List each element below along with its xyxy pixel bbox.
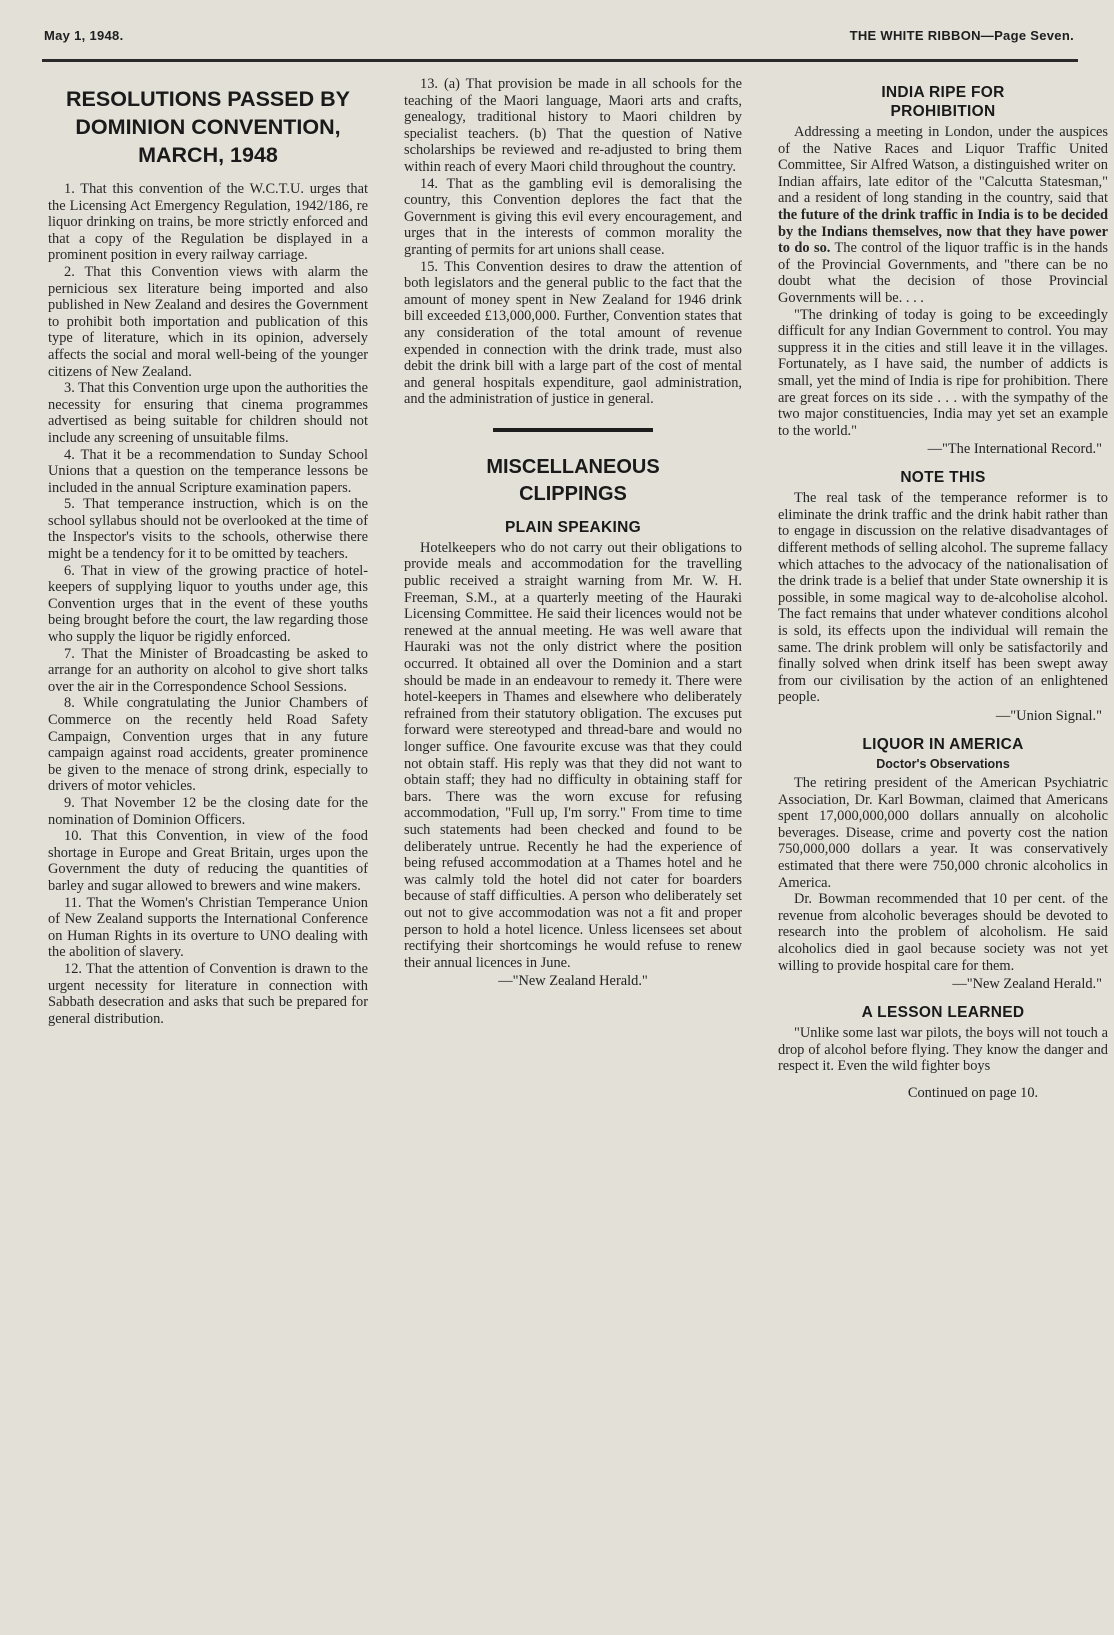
title-line: PROHIBITION [890, 103, 996, 120]
lesson-learned-title: A LESSON LEARNED [861, 1004, 1025, 1022]
issue-date: May 1, 1948. [44, 28, 124, 43]
header-rule [42, 59, 1078, 62]
column-1 [48, 76, 368, 1609]
lesson-learned-body: "Unlike some last war pilots, the boys will not touch a drop of alcohol before flying. They know the danger and respect it. Even the wild fighter boys [778, 1025, 1108, 1075]
title-line: INDIA RIPE FOR [881, 84, 1005, 101]
india-paragraph: "The drinking of today is going to be exceedingly difficult for any Indian Government to control. You may suppress it in the cities and still leave it in the villages. Fortunately, as I have said, the number of addicts is small, yet the mind of India is ripe for prohibition. There are great forces on its side . . . with the sympathy of the two major constituencies, India may yet set an example to the world." [778, 306, 1108, 439]
resolution-paragraph: 12. That the attention of Convention is drawn to the urgent necessity for literature in connection with Sabbath desecration and asks that such be prepared for general distribution. [48, 960, 368, 1027]
note-this-body: The real task of the temperance reformer is to eliminate the drink traffic and the drink habit rather than to engage in discussion on the relative disadvantages of different methods of selling alcohol. The supreme fallacy which attaches to the advocacy of the nationalisation of the drink trade is a belief that under State ownership it is possible, in some magical way to de-alcoholise alcohol. The fact remains that under whatever conditions alcohol is sold, its effects upon the individual will remain the same. The drink problem will only be satisfactorily and finally solved when drink itself has been swept away from our civilisation by the action of an enlightened people. [778, 490, 1108, 706]
india-title [778, 83, 1108, 121]
note-this-title: NOTE THIS [900, 469, 986, 487]
article-columns [48, 76, 1108, 1609]
resolutions-headline [48, 85, 368, 169]
plain-speaking-body: Hotelkeepers who do not carry out their obligations to provide meals and accommodation for the travelling public received a straight warning from Mr. W. H. Freeman, S.M., at a quarterly meeting of the Hauraki Licensing Committee. He said their licences would not be renewed at the annual meeting. He was well aware that Hauraki was not the only district where the position occurred. It obtained all over the Dominion and a start should be made in an endeavour to remedy it. There were hotel-keepers in Thames and elsewhere who deliberately refrained from their statutory obligation. The excuses put forward were stereotyped and thread-bare and would no longer suffice. One favourite excuse was that they could not obtain staff. His reply was that they did not want to obtain staff; they had no difficulty in obtaining staff for bars. There was the worn excuse for refusing accommodation, "Full up, I'm sorry." From time to time such statements had been checked and found to be deliberately untrue. Recently he had the experience of being refused accommodation at a Thames hotel and he was calmly told the hotel did not cater for boarders because of staff difficulties. A person who deliberately set out not to give accommodation was not a fit and proper person to hold a hotel licence. Unless licensees set about rectifying their shortcomings he would refuse to renew their annual licences in June. [404, 539, 742, 971]
miscellaneous-clippings-title [404, 454, 742, 508]
publication-page-label: THE WHITE RIBBON—Page Seven. [849, 28, 1074, 43]
liquor-america-paragraph: Dr. Bowman recommended that 10 per cent. of the revenue from alcoholic beverages should be devoted to research into the problem of alcoholism. He said alcoholics died in gaol because society was not yet willing to provide hospital care for them. [778, 891, 1108, 974]
india-paragraph [778, 124, 1108, 307]
headline-line: RESOLUTIONS PASSED BY [66, 87, 350, 111]
plain-speaking-attribution: —"New Zealand Herald." [498, 973, 648, 990]
resolution-paragraph: 2. That this Convention views with alarm the pernicious sex literature being imported and also published in New Zealand and desires the Government to prohibit both importation and publication of this type of literature, which in its opinion, adversely affects the social and moral well-being of the younger citizens of New Zealand. [48, 263, 368, 380]
running-header [44, 28, 1074, 43]
liquor-america-paragraph: The retiring president of the American Psychiatric Association, Dr. Karl Bowman, claimed that Americans spent 17,000,000,000 dollars annually on alcoholic beverages. Disease, crime and poverty cost the nation 750,000,000 dollars a year. It was conservatively estimated that there were 750,000 chronic alcoholics in America. [778, 775, 1108, 891]
india-text: Addressing a meeting in London, under the auspices of the Native Races and Liquor Traffic United Committee, Sir Alfred Watson, a distinguished writer on Indian affairs, late editor of the "Calcutta Statesman," and a resident of long standing in the country, said that [778, 124, 1108, 207]
resolution-paragraph: 4. That it be a recommendation to Sunday School Unions that a question on the temperance lessons be included in the annual Scripture examination papers. [48, 446, 368, 496]
resolution-paragraph: 13. (a) That provision be made in all schools for the teaching of the Maori language, Maori arts and crafts, genealogy, traditional history to Maori children by specialist teachers. (b) That the question of Native scholarships be reviewed and re-adjusted to bring them within reach of every Maori child throughout the country. [404, 76, 742, 175]
resolution-paragraph: 14. That as the gambling evil is demoralising the country, this Convention deplores the fact that the Government is giving this evil every encouragement, and urges that in the interests of common morality the granting of permits for art unions shall cease. [404, 175, 742, 258]
plain-speaking-title: PLAIN SPEAKING [505, 518, 641, 536]
resolution-paragraph: 7. That the Minister of Broadcasting be asked to arrange for an authority on alcohol to give short talks over the air in the Correspondence School Sessions. [48, 645, 368, 695]
resolution-paragraph: 8. While congratulating the Junior Chambers of Commerce on the recently held Road Safety Campaign, Convention urges that in any future campaign against road accidents, greater prominence be given to the menace of strong drink, especially to drivers of motor vehicles. [48, 695, 368, 795]
liquor-america-title: LIQUOR IN AMERICA [862, 736, 1024, 753]
liquor-america-attribution: —"New Zealand Herald." [952, 976, 1102, 993]
resolution-paragraph: 11. That the Women's Christian Temperance Union of New Zealand supports the International Conference on Human Rights in its overture to UNO dealing with the abolition of slavery. [48, 894, 368, 961]
resolution-paragraph: 10. That this Convention, in view of the food shortage in Europe and Great Britain, urges upon the Government the duty of reducing the quantities of barley and sugar allowed to brewers and wine makers. [48, 828, 368, 894]
liquor-america-subtitle: Doctor's Observations [876, 757, 1010, 771]
column-3 [778, 76, 1108, 1609]
india-text: The control of the liquor traffic is in the hands of the Provincial Governments, and "there can be no doubt what the decision of those Provincial Governments will be. . . . [778, 240, 1108, 306]
note-this-attribution: —"Union Signal." [995, 708, 1102, 724]
india-attribution: —"The International Record." [927, 441, 1102, 458]
title-line: CLIPPINGS [519, 482, 627, 505]
resolution-paragraph: 3. That this Convention urge upon the authorities the necessity for ensuring that cinema programmes advertised as being suitable for children should not include any screening of unsuitable films. [48, 380, 368, 446]
headline-line: DOMINION CONVENTION, [75, 115, 341, 139]
headline-line: MARCH, 1948 [138, 143, 278, 167]
resolution-paragraph: 5. That temperance instruction, which is on the school syllabus should not be overlooked at the time of the Inspector's visits to the schools, otherwise there might be a tendency for it to be omitted by teachers. [48, 496, 368, 563]
section-divider-rule [493, 428, 653, 432]
resolution-paragraph: 15. This Convention desires to draw the attention of both legislators and the general public to the fact that the amount of money spent in New Zealand for 1946 drink bill exceeded £13,000,000. Further, Convention states that any consideration of the total amount of revenue expended in connection with the drink trade, must also debit the drink bill with a large part of the cost of mental and general hospitals expenditure, gaol administration, and the administration of justice in general. [404, 258, 742, 408]
title-line: MISCELLANEOUS [486, 455, 660, 478]
resolution-paragraph: 9. That November 12 be the closing date for the nomination of Dominion Officers. [48, 794, 368, 828]
column-2 [404, 76, 742, 1609]
india-bold-quote: the future of the drink traffic in India is to be decided by the Indians themselves, now that they have power to do so. [778, 206, 1108, 257]
resolution-paragraph: 6. That in view of the growing practice of hotel-keepers of supplying liquor to youths under age, this Convention urges that in the event of these youths being brought before the court, the law regarding those who supply the liquor be rigidly enforced. [48, 562, 368, 646]
continued-note: Continued on page 10. [907, 1084, 1039, 1101]
resolution-paragraph: 1. That this convention of the W.C.T.U. urges that the Licensing Act Emergency Regulation, 1942/186, re liquor drinking on trains, be more strictly enforced and that a copy of the Regulation be displayed in a prominent position in every railway carriage. [48, 181, 368, 264]
